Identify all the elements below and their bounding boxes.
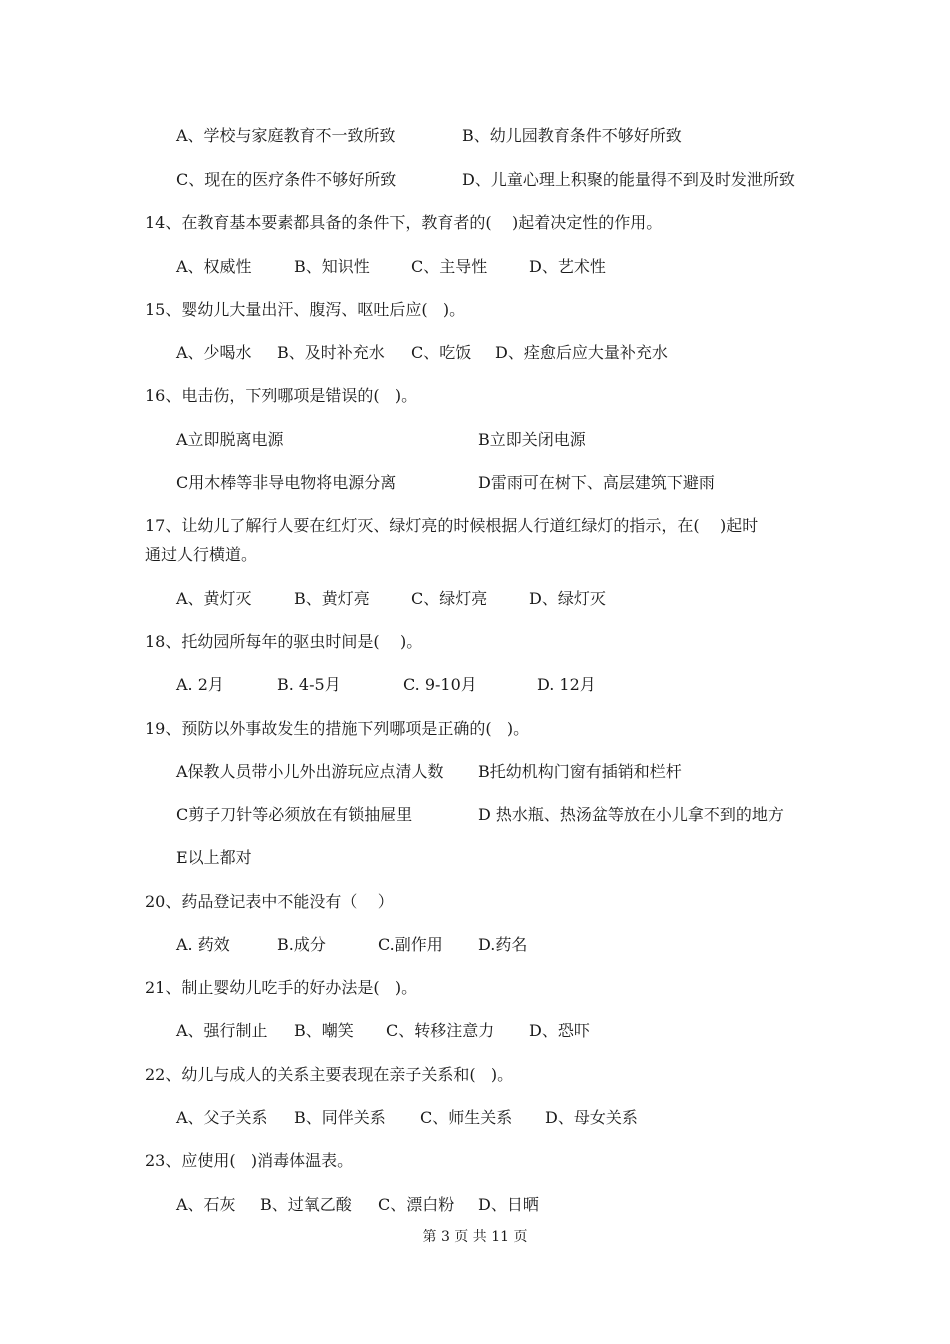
- q16-option-d: D雷雨可在树下、高层建筑下避雨: [478, 473, 715, 492]
- q23-option-b: B、过氧乙酸: [260, 1195, 352, 1214]
- q19-option-d: D 热水瓶、热汤盆等放在小儿拿不到的地方: [478, 805, 784, 824]
- q22-stem: 22、幼儿与成人的关系主要表现在亲子关系和( )。: [145, 1065, 514, 1084]
- q17-option-d: D、绿灯灭: [529, 589, 606, 608]
- q19-option-e: E以上都对: [176, 848, 252, 867]
- q19-option-a: A保教人员带小儿外出游玩应点清人数: [176, 762, 444, 781]
- q16-option-c: C用木棒等非导电物将电源分离: [176, 473, 397, 492]
- q16-option-a: A立即脱离电源: [176, 430, 284, 449]
- q13-option-a: A、学校与家庭教育不一致所致: [176, 126, 396, 145]
- q17-option-c: C、绿灯亮: [411, 589, 488, 608]
- q23-option-c: C、漂白粉: [378, 1195, 455, 1214]
- q22-option-d: D、母女关系: [545, 1108, 638, 1127]
- q15-option-a: A、少喝水: [176, 343, 252, 362]
- q15-option-b: B、及时补充水: [277, 343, 385, 362]
- q23-option-a: A、石灰: [176, 1195, 236, 1214]
- q22-option-b: B、同伴关系: [294, 1108, 386, 1127]
- q20-option-d: D.药名: [478, 935, 528, 954]
- q21-option-a: A、强行制止: [176, 1021, 268, 1040]
- q17-stem-line1: 17、让幼儿了解行人要在红灯灭、绿灯亮的时候根据人行道红绿灯的指示，在( )起时: [145, 516, 759, 535]
- q22-option-a: A、父子关系: [176, 1108, 268, 1127]
- q21-option-c: C、转移注意力: [386, 1021, 495, 1040]
- q19-stem: 19、预防以外事故发生的措施下列哪项是正确的( )。: [145, 719, 530, 738]
- q18-option-d: D. 12月: [537, 675, 596, 694]
- q13-option-d: D、儿童心理上积聚的能量得不到及时发泄所致: [462, 170, 795, 189]
- q19-option-b: B托幼机构门窗有插销和栏杆: [478, 762, 682, 781]
- q14-option-d: D、艺术性: [529, 257, 606, 276]
- q21-option-d: D、恐吓: [529, 1021, 590, 1040]
- q15-option-d: D、痊愈后应大量补充水: [495, 343, 668, 362]
- q21-stem: 21、制止婴幼儿吃手的好办法是( )。: [145, 978, 418, 997]
- q20-option-c: C.副作用: [378, 935, 443, 954]
- q16-option-b: B立即关闭电源: [478, 430, 586, 449]
- q13-option-b: B、幼儿园教育条件不够好所致: [462, 126, 682, 145]
- q21-option-b: B、嘲笑: [294, 1021, 354, 1040]
- q20-option-b: B.成分: [277, 935, 326, 954]
- q20-option-a: A. 药效: [176, 935, 230, 954]
- q15-option-c: C、吃饭: [411, 343, 472, 362]
- q15-stem: 15、婴幼儿大量出汗、腹泻、呕吐后应( )。: [145, 300, 466, 319]
- q20-stem: 20、药品登记表中不能没有（ ）: [145, 892, 394, 911]
- q17-option-b: B、黄灯亮: [294, 589, 370, 608]
- q13-option-c: C、现在的医疗条件不够好所致: [176, 170, 397, 189]
- q17-option-a: A、黄灯灭: [176, 589, 252, 608]
- q16-stem: 16、电击伤，下列哪项是错误的( )。: [145, 386, 418, 405]
- q23-option-d: D、日晒: [478, 1195, 539, 1214]
- q14-option-c: C、主导性: [411, 257, 488, 276]
- q14-stem: 14、在教育基本要素都具备的条件下，教育者的( )起着决定性的作用。: [145, 213, 663, 232]
- q23-stem: 23、应使用( )消毒体温表。: [145, 1151, 354, 1170]
- q17-stem-line2: 通过人行横道。: [145, 545, 258, 564]
- q14-option-b: B、知识性: [294, 257, 370, 276]
- page-footer: 第 3 页 共 11 页: [422, 1229, 528, 1245]
- q18-stem: 18、托幼园所每年的驱虫时间是( )。: [145, 632, 423, 651]
- q14-option-a: A、权威性: [176, 257, 252, 276]
- q18-option-c: C. 9-10月: [403, 675, 477, 694]
- q22-option-c: C、师生关系: [420, 1108, 513, 1127]
- q18-option-a: A. 2月: [176, 675, 224, 694]
- q18-option-b: B. 4-5月: [277, 675, 341, 694]
- q19-option-c: C剪子刀针等必须放在有锁抽屉里: [176, 805, 413, 824]
